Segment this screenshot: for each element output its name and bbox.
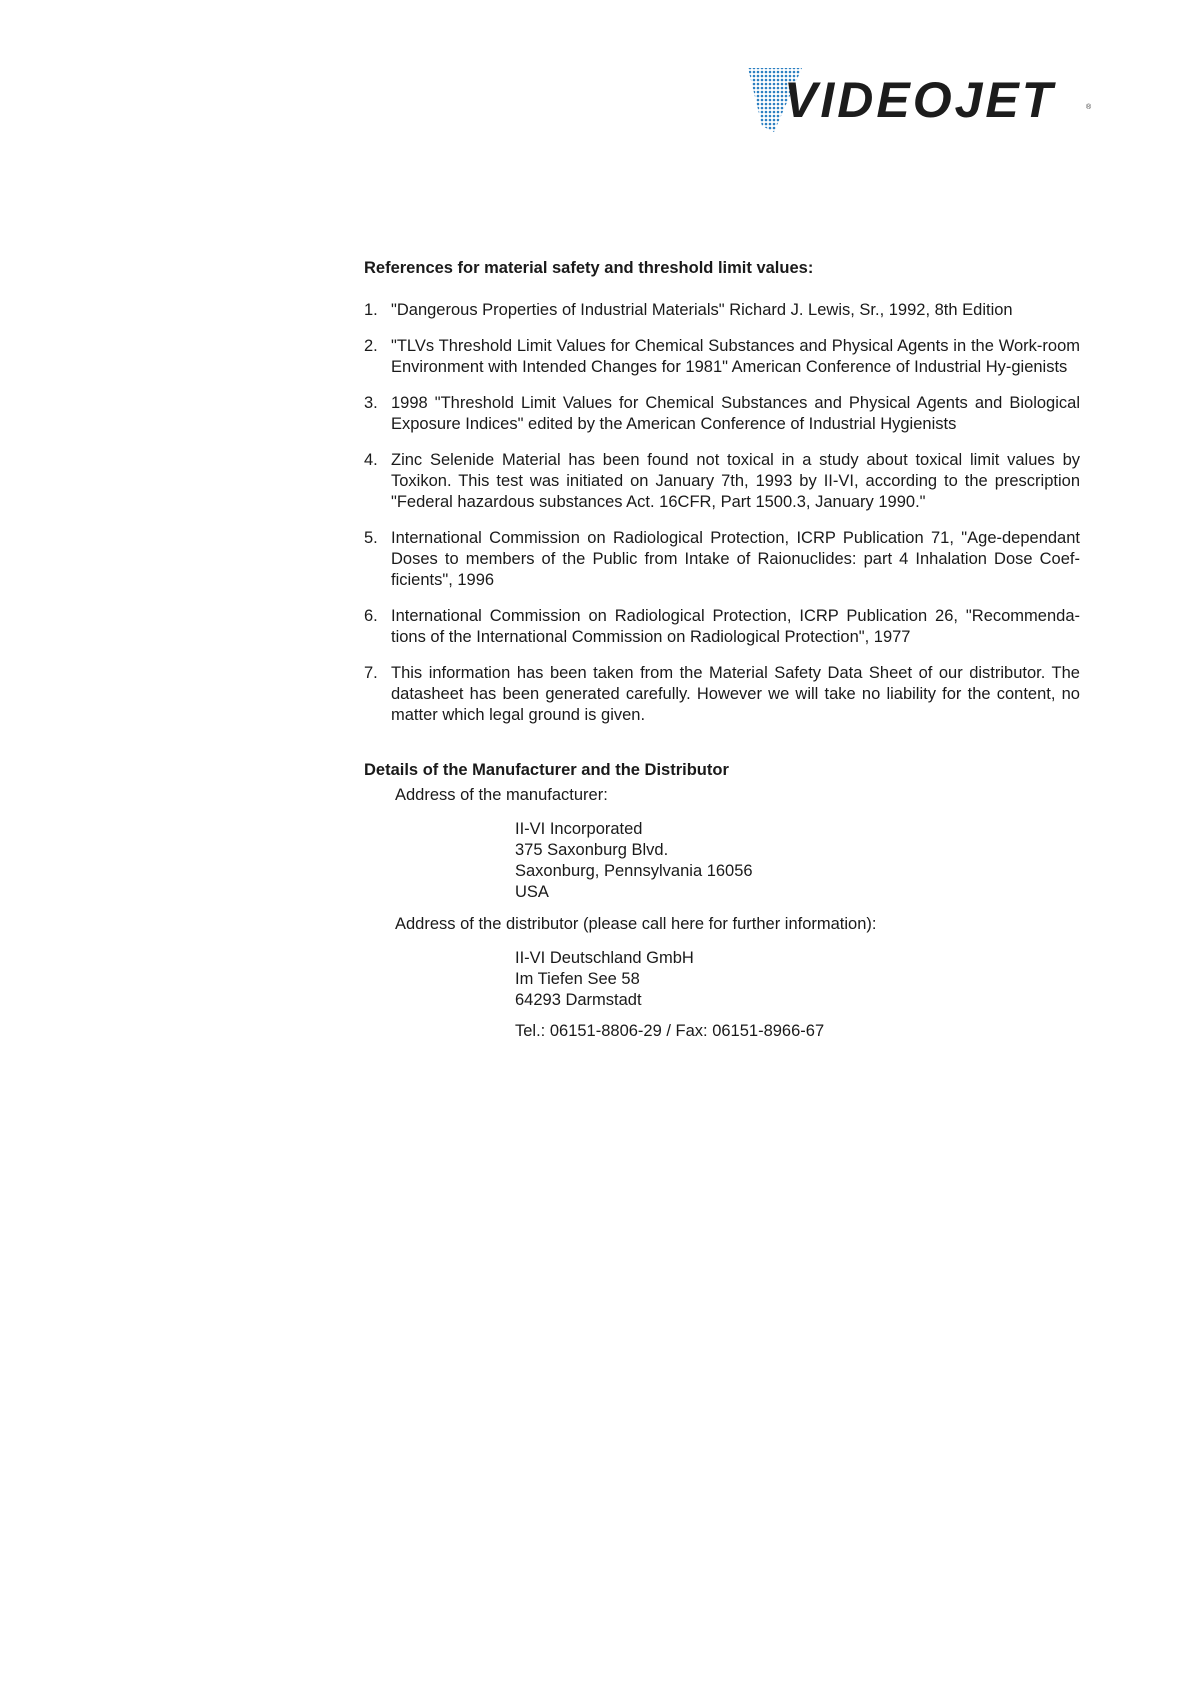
distributor-label: Address of the distributor (please call here for further information): [395, 915, 877, 933]
distributor-address [515, 948, 1080, 1011]
logo-wordmark: VIDEOJET [784, 72, 1056, 128]
references-heading: References for material safety and threshold limit values: [364, 259, 814, 277]
references-list [364, 300, 1080, 726]
reference-number: 5. [364, 529, 378, 547]
manufacturer-label: Address of the manufacturer: [395, 786, 608, 804]
videojet-logo [744, 66, 1090, 136]
reference-item [364, 336, 1080, 378]
reference-number: 1. [364, 301, 378, 319]
reference-number: 3. [364, 394, 378, 412]
reference-item [364, 450, 1080, 513]
address-line: 375 Saxonburg Blvd. [515, 841, 669, 859]
trademark-symbol: ® [1086, 104, 1092, 111]
details-heading: Details of the Manufacturer and the Distributor [364, 761, 729, 779]
reference-item [364, 300, 1080, 321]
reference-item [364, 606, 1080, 648]
contact-phone-fax: Tel.: 06151-8806-29 / Fax: 06151-8966-67 [515, 1022, 825, 1040]
reference-number: 2. [364, 337, 378, 355]
address-line: 64293 Darmstadt [515, 991, 642, 1009]
reference-text: 1998 "Threshold Limit Values for Chemical Substances and Physical Agents and Biological Exposure Indices" edited by the American Conference of Industrial Hygienists [391, 394, 1080, 433]
reference-number: 6. [364, 607, 378, 625]
reference-number: 4. [364, 451, 378, 469]
reference-text: Zinc Selenide Material has been found not toxical in a study about toxical limit values by Toxikon. This test was initiated on January 7th, 1993 by II-VI, according to the prescription "Federal hazardous substances Act. 16CFR, Part 1500.3, January 1990." [391, 451, 1080, 511]
address-line: II-VI Incorporated [515, 820, 643, 838]
reference-text: International Commission on Radiological Protection, ICRP Publication 26, "Recommenda-tions of the International Commission on Radiological Protection", 1977 [391, 607, 1080, 646]
address-line: USA [515, 883, 549, 901]
address-line: Saxonburg, Pennsylvania 16056 [515, 862, 753, 880]
address-line: II-VI Deutschland GmbH [515, 949, 694, 967]
details-section [364, 760, 1080, 1042]
reference-text: This information has been taken from the Material Safety Data Sheet of our distributor. The datasheet has been generated carefully. However we will take no liability for the content, no matter which legal ground is given. [391, 664, 1080, 724]
address-line: Im Tiefen See 58 [515, 970, 640, 988]
reference-text: International Commission on Radiological Protection, ICRP Publication 71, "Age-dependant Doses to members of the Public from Intake of Raionuclides: part 4 Inhalation Dose Coef-ficients", 1996 [391, 529, 1080, 589]
manufacturer-address [515, 819, 1080, 903]
reference-text: "Dangerous Properties of Industrial Materials" Richard J. Lewis, Sr., 1992, 8th Edition [391, 301, 1013, 319]
reference-text: "TLVs Threshold Limit Values for Chemical Substances and Physical Agents in the Work-room Environment with Intended Changes for 1981" American Conference of Industrial Hy-gienists [391, 337, 1080, 376]
document-body [364, 258, 1080, 1042]
reference-number: 7. [364, 664, 378, 682]
reference-item [364, 663, 1080, 726]
reference-item [364, 393, 1080, 435]
reference-item [364, 528, 1080, 591]
